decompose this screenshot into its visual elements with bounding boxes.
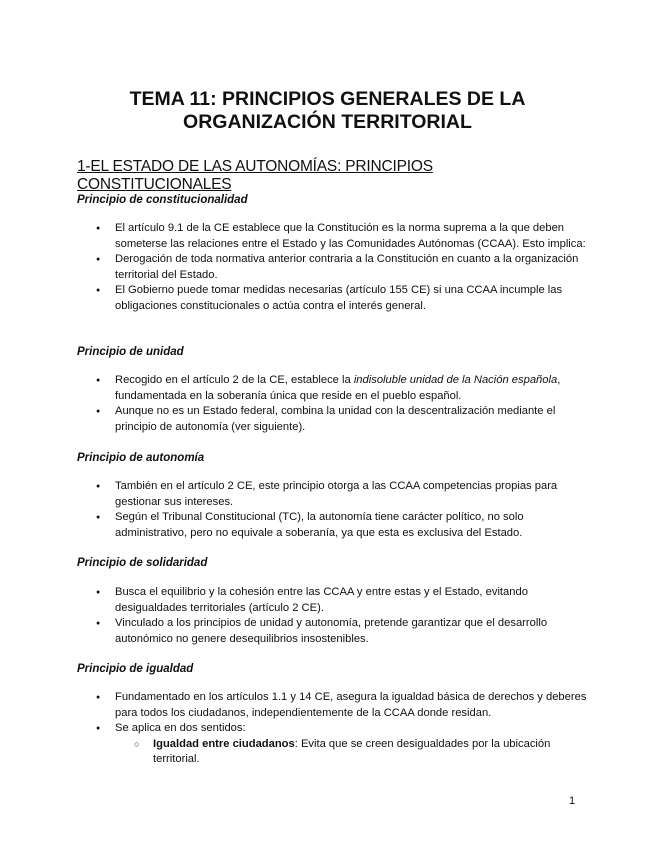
list-item: ● El Gobierno puede tomar medidas necesarias (artículo 155 CE) si una CCAA incumple las obligaciones constitucionales o actúa contra el interés general. xyxy=(96,283,596,314)
title-line-2: ORGANIZACIÓN TERRITORIAL xyxy=(183,111,472,133)
principle-list-constitucionalidad xyxy=(96,221,596,315)
principle-heading-solidaridad: Principio de solidaridad xyxy=(77,557,208,569)
section-heading: 1-EL ESTADO DE LAS AUTONOMÍAS: PRINCIPIOS CONSTITUCIONALES xyxy=(77,158,433,193)
sub-list xyxy=(115,737,596,768)
principle-heading-unidad: Principio de unidad xyxy=(77,346,184,358)
title-line-1: TEMA 11: PRINCIPIOS GENERALES DE LA xyxy=(129,88,526,110)
principle-heading-igualdad: Principio de igualdad xyxy=(77,663,194,675)
principle-list-autonomia xyxy=(96,479,596,541)
page-number: 1 xyxy=(569,795,576,807)
principle-list-solidaridad xyxy=(96,585,596,647)
principle-heading-autonomia: Principio de autonomía xyxy=(77,452,205,464)
emphasis-text: indisoluble unidad de la Nación española xyxy=(353,374,558,386)
document-title xyxy=(0,88,655,134)
principle-list-igualdad xyxy=(96,690,596,768)
list-item: ● Se aplica en dos sentidos: ○ Igualdad entre ciudadanos: Evita que se creen desigualdades por la ubicación territorial. xyxy=(96,721,596,768)
list-item: ● Aunque no es un Estado federal, combina la unidad con la descentralización mediante el principio de autonomía (ver siguiente). xyxy=(96,404,596,435)
list-item: ● Recogido en el artículo 2 de la CE, establece la indisoluble unidad de la Nación española, fundamentada en la soberanía única que reside en el pueblo español. xyxy=(96,373,596,404)
sub-list-item: ○ Igualdad entre ciudadanos: Evita que se creen desigualdades por la ubicación territorial. xyxy=(134,737,596,768)
bold-term: Igualdad entre ciudadanos xyxy=(153,737,295,750)
list-item: ● El artículo 9.1 de la CE establece que la Constitución es la norma suprema a la que deben someterse las relaciones entre el Estado y las Comunidades Autónomas (CCAA). Esto implica: xyxy=(96,221,596,252)
list-item: ● Busca el equilibrio y la cohesión entre las CCAA y entre estas y el Estado, evitando desigualdades territoriales (artículo 2 CE). xyxy=(96,585,596,616)
list-item: ● Vinculado a los principios de unidad y autonomía, pretende garantizar que el desarrollo autonómico no genere desequilibrios insostenibles. xyxy=(96,616,596,647)
list-item: ● Fundamentado en los artículos 1.1 y 14 CE, asegura la igualdad básica de derechos y deberes para todos los ciudadanos, independientemente de la CCAA donde residan. xyxy=(96,690,596,721)
list-item: ● También en el artículo 2 CE, este principio otorga a las CCAA competencias propias para gestionar sus intereses. xyxy=(96,479,596,510)
list-item: ● Derogación de toda normativa anterior contraria a la Constitución en cuanto a la organización territorial del Estado. xyxy=(96,252,596,283)
list-item: ● Según el Tribunal Constitucional (TC), la autonomía tiene carácter político, no solo administrativo, pero no equivale a soberanía, ya que esta es exclusiva del Estado. xyxy=(96,510,596,541)
principle-list-unidad xyxy=(96,373,596,435)
principle-heading-constitucionalidad: Principio de constitucionalidad xyxy=(77,194,248,206)
